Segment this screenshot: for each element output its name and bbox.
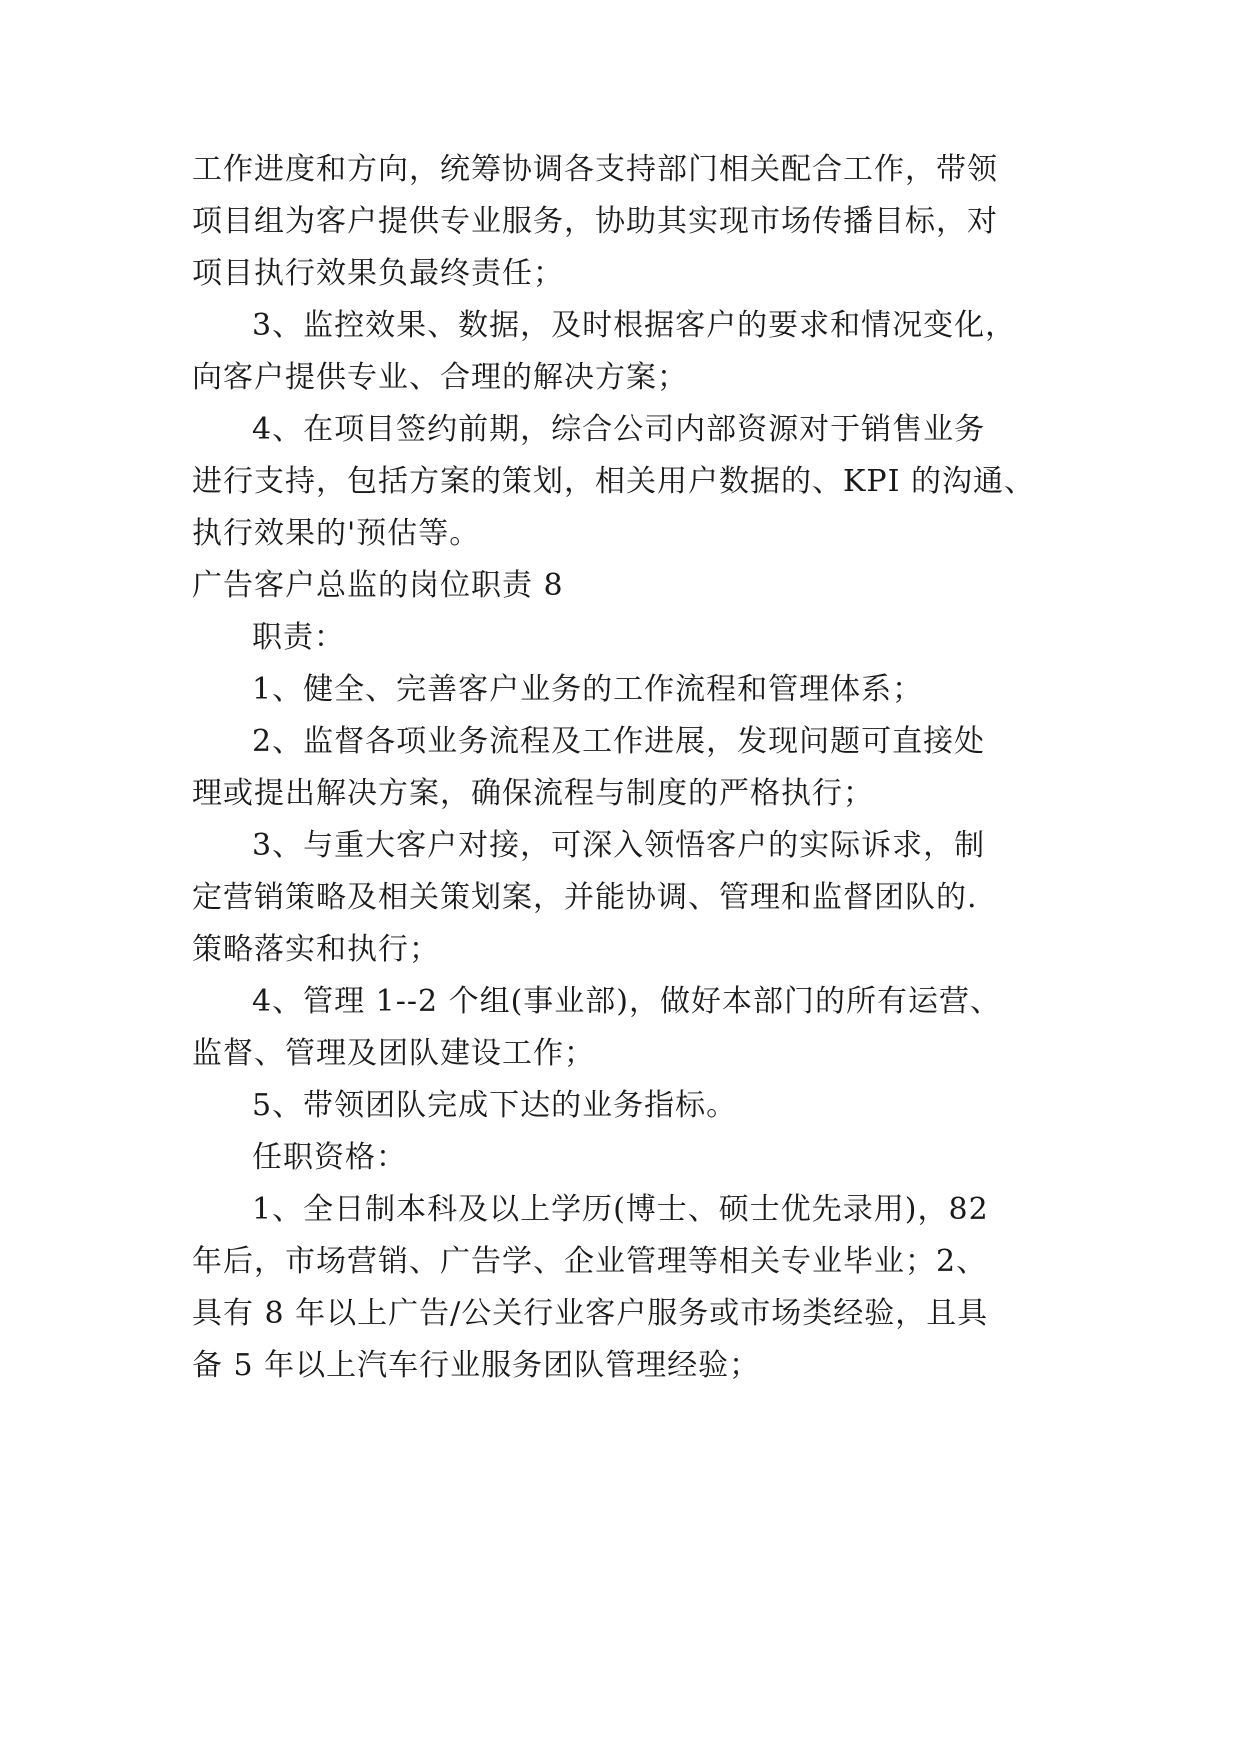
paragraph-line: 策略落实和执行； bbox=[192, 932, 440, 967]
paragraph-line: 项目执行效果负最终责任； bbox=[192, 256, 564, 291]
paragraph-line: 5、带领团队完成下达的业务指标。 bbox=[252, 1088, 738, 1123]
paragraph-line: 1、全日制本科及以上学历(博士、硕士优先录用)，82 bbox=[252, 1192, 989, 1227]
paragraph-line: 1、健全、完善客户业务的工作流程和管理体系； bbox=[252, 672, 924, 707]
paragraph-line: 监督、管理及团队建设工作； bbox=[192, 1036, 595, 1071]
paragraph-line: 2、监督各项业务流程及工作进展，发现问题可直接处 bbox=[252, 724, 986, 759]
paragraph-line: 年后，市场营销、广告学、企业管理等相关专业毕业；2、 bbox=[192, 1244, 988, 1279]
paragraph-line: 4、管理 1--2 个组(事业部)，做好本部门的所有运营、 bbox=[252, 984, 1002, 1019]
paragraph-line: 具有 8 年以上广告/公关行业客户服务或市场类经验，且具 bbox=[192, 1296, 989, 1331]
paragraph-line: 3、监控效果、数据，及时根据客户的要求和情况变化， bbox=[252, 308, 1017, 343]
paragraph-line: 备 5 年以上汽车行业服务团队管理经验； bbox=[192, 1348, 761, 1383]
paragraph-line: 进行支持，包括方案的策划，相关用户数据的、KPI 的沟通、 bbox=[192, 464, 1035, 499]
subheading-duties: 职责： bbox=[252, 620, 345, 655]
paragraph-line: 项目组为客户提供专业服务，协助其实现市场传播目标，对 bbox=[192, 204, 998, 239]
paragraph-line: 工作进度和方向，统筹协调各支持部门相关配合工作，带领 bbox=[192, 152, 998, 187]
paragraph-line: 3、与重大客户对接，可深入领悟客户的实际诉求，制 bbox=[252, 828, 986, 863]
paragraph-line: 4、在项目签约前期，综合公司内部资源对于销售业务 bbox=[252, 412, 986, 447]
paragraph-line: 执行效果的'预估等。 bbox=[192, 516, 481, 551]
paragraph-line: 向客户提供专业、合理的解决方案； bbox=[192, 360, 688, 395]
paragraph-line: 定营销策略及相关策划案，并能协调、管理和监督团队的. bbox=[192, 880, 978, 915]
section-heading: 广告客户总监的岗位职责 8 bbox=[192, 568, 564, 603]
paragraph-line: 理或提出解决方案，确保流程与制度的严格执行； bbox=[192, 776, 874, 811]
subheading-qualifications: 任职资格： bbox=[252, 1140, 407, 1175]
